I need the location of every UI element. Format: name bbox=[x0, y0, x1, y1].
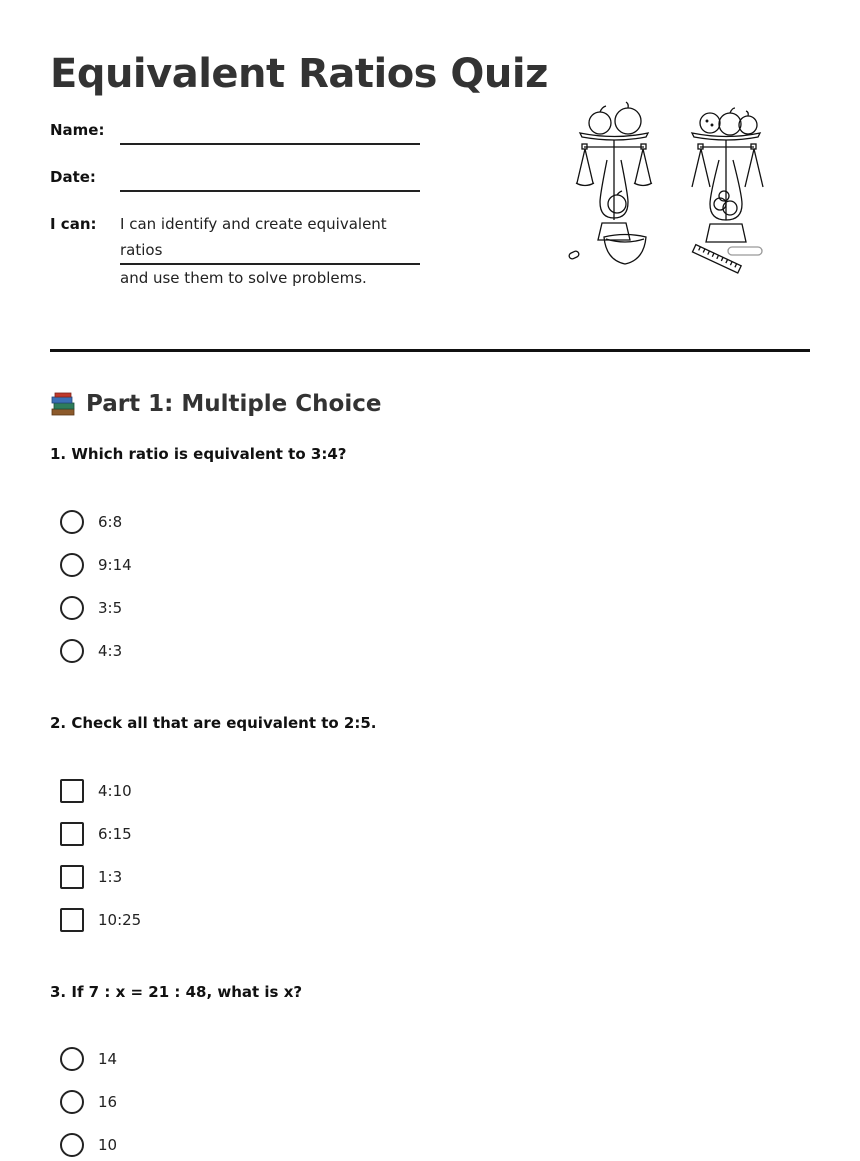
checkbox[interactable] bbox=[60, 908, 84, 932]
radio-button[interactable] bbox=[60, 1047, 84, 1071]
quiz-title: Equivalent Ratios Quiz bbox=[50, 51, 548, 97]
checkbox[interactable] bbox=[60, 865, 84, 889]
checkbox[interactable] bbox=[60, 822, 84, 846]
balance-scales-illustration bbox=[560, 100, 780, 275]
q3-option[interactable] bbox=[60, 1132, 117, 1158]
checkbox[interactable] bbox=[60, 779, 84, 803]
ican-label: I can: bbox=[50, 215, 97, 233]
q1-option[interactable] bbox=[60, 638, 122, 664]
q2-option[interactable] bbox=[60, 907, 141, 933]
section-divider bbox=[50, 349, 810, 352]
date-label: Date: bbox=[50, 168, 96, 186]
option-label: 6:15 bbox=[98, 825, 132, 843]
q2-option[interactable] bbox=[60, 864, 122, 890]
option-label: 4:10 bbox=[98, 782, 132, 800]
learning-objective bbox=[120, 211, 420, 291]
section-title: Part 1: Multiple Choice bbox=[86, 391, 382, 417]
q1-option[interactable] bbox=[60, 552, 132, 578]
books-icon bbox=[50, 391, 76, 417]
option-label: 4:3 bbox=[98, 642, 123, 660]
question-2: 2. Check all that are equivalent to 2:5. bbox=[50, 714, 377, 732]
option-label: 6:8 bbox=[98, 513, 123, 531]
q3-option[interactable] bbox=[60, 1089, 117, 1115]
radio-button[interactable] bbox=[60, 510, 84, 534]
name-label: Name: bbox=[50, 121, 105, 139]
learning-objective-line-1: I can identify and create equivalent ratios bbox=[120, 211, 420, 265]
q3-option[interactable] bbox=[60, 1046, 117, 1072]
radio-button[interactable] bbox=[60, 1090, 84, 1114]
radio-button[interactable] bbox=[60, 639, 84, 663]
radio-button[interactable] bbox=[60, 1133, 84, 1157]
learning-objective-line-2: and use them to solve problems. bbox=[120, 269, 367, 287]
right-scale bbox=[692, 108, 763, 273]
radio-button[interactable] bbox=[60, 596, 84, 620]
question-3: 3. If 7 : x = 21 : 48, what is x? bbox=[50, 983, 303, 1001]
option-label: 16 bbox=[98, 1093, 118, 1111]
q2-option[interactable] bbox=[60, 778, 132, 804]
option-label: 3:5 bbox=[98, 599, 123, 617]
option-label: 10:25 bbox=[98, 911, 142, 929]
left-scale bbox=[568, 102, 652, 264]
q2-option[interactable] bbox=[60, 821, 132, 847]
date-field[interactable] bbox=[120, 190, 420, 192]
radio-button[interactable] bbox=[60, 553, 84, 577]
option-label: 1:3 bbox=[98, 868, 123, 886]
option-label: 14 bbox=[98, 1050, 118, 1068]
question-1: 1. Which ratio is equivalent to 3:4? bbox=[50, 445, 347, 463]
section-heading bbox=[50, 388, 381, 420]
option-label: 10 bbox=[98, 1136, 118, 1154]
q1-option[interactable] bbox=[60, 509, 122, 535]
name-field[interactable] bbox=[120, 143, 420, 145]
option-label: 9:14 bbox=[98, 556, 132, 574]
q1-option[interactable] bbox=[60, 595, 122, 621]
